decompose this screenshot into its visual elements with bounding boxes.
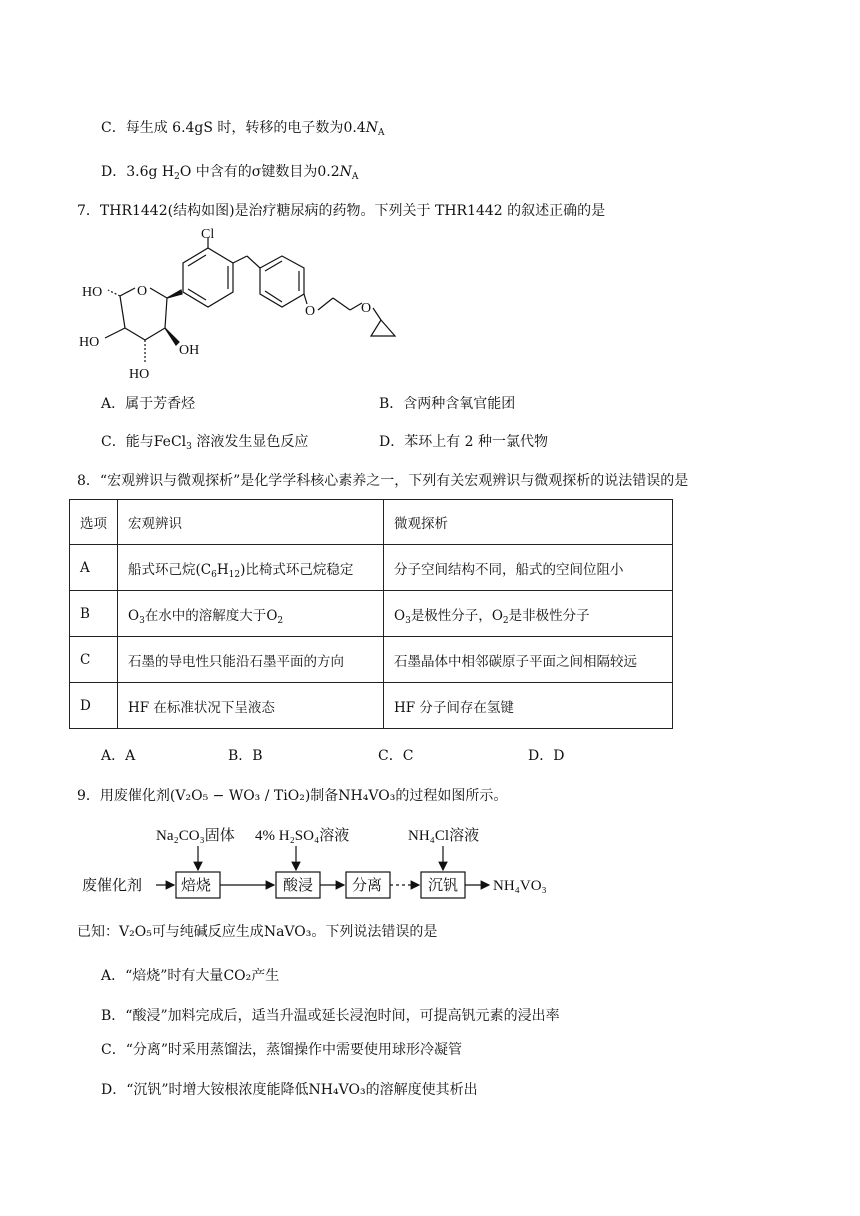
flow-step-roast: 焙烧	[181, 878, 212, 894]
q9-option-a: A．“焙烧”时有大量CO₂产生	[101, 968, 280, 984]
row-macro: HF 在标准状况下呈液态	[118, 683, 384, 729]
flow-start: 废催化剂	[82, 878, 143, 894]
q7-option-d: D．苯环上有 2 种一氯代物	[379, 434, 549, 450]
row-macro: $O_3$在水中的溶解度大于$O_2$	[118, 591, 384, 637]
q9-known: 已知：V₂O₅可与纯碱反应生成NaVO₃。下列说法错误的是	[77, 924, 438, 940]
q7-option-b: B．含两种含氧官能团	[379, 396, 516, 412]
hydroxyl-label-left: HO	[79, 335, 100, 350]
flow-reagent-3: NH₄Cl溶液	[408, 828, 480, 844]
flow-reagent-2: 4% H₂SO₄溶液	[255, 828, 350, 844]
q6-option-d: D．3.6g $H_2O$ 中含有的σ键数目为$0.2N_A$	[101, 164, 359, 182]
row-micro: 分子空间结构不同，船式的空间位阻小	[384, 545, 673, 591]
flow-reagent-1: Na₂CO₃固体	[156, 828, 235, 844]
q8-option-a: A．A	[101, 748, 136, 764]
q7-structure-diagram	[75, 228, 415, 388]
flow-step-precipitate: 沉钒	[428, 878, 459, 894]
q9-option-d: D．“沉钒”时增大铵根浓度能降低NH₄VO₃的溶解度使其析出	[101, 1082, 478, 1098]
flow-step-acid-leach: 酸浸	[283, 878, 314, 894]
flow-product: NH₄VO₃	[493, 878, 547, 894]
table-row	[70, 683, 673, 729]
row-micro: HF 分子间存在氢键	[384, 683, 673, 729]
q7-stem: 7．THR1442(结构如图)是治疗糖尿病的药物。下列关于 THR1442 的叙述正确的是	[77, 203, 606, 219]
row-micro: $O_3$是极性分子，$O_2$是非极性分子	[384, 591, 673, 637]
flow-step-separate: 分离	[352, 878, 383, 894]
q9-option-b: B．“酸浸”加料完成后，适当升温或延长浸泡时间，可提高钒元素的浸出率	[101, 1008, 560, 1024]
table-header-row	[70, 500, 673, 545]
row-macro: 石墨的导电性只能沿石墨平面的方向	[118, 637, 384, 683]
q7-option-a: A．属于芳香烃	[101, 396, 196, 412]
q6-option-c: C．每生成 6.4gS 时，转移的电子数为$0.4N_A$	[101, 120, 385, 138]
q8-option-c: C．C	[378, 748, 414, 764]
q8-option-d: D．D	[528, 748, 565, 764]
q9-flow-diagram	[78, 820, 578, 905]
q8-stem: 8．“宏观辨识与微观探析”是化学学科核心素养之一，下列有关宏观辨识与微观探析的说法错误的是	[77, 473, 689, 489]
header-option: 选项	[70, 500, 118, 545]
header-micro: 微观探析	[384, 500, 673, 545]
q8-option-b: B．B	[228, 748, 263, 764]
header-macro: 宏观辨识	[118, 500, 384, 545]
ring-oxygen-label: O	[137, 284, 148, 299]
hydroxyl-label-bottom: HO	[129, 367, 150, 382]
row-macro: 船式环己烷$(C_6H_{12})$比椅式环己烷稳定	[118, 545, 384, 591]
row-key: B	[70, 591, 118, 637]
row-key: D	[70, 683, 118, 729]
row-micro: 石墨晶体中相邻碳原子平面之间相隔较远	[384, 637, 673, 683]
ether-oxygen-label-1: O	[305, 304, 316, 319]
q7-option-c: C．能与FeCl$_3$ 溶液发生显色反应	[101, 434, 309, 452]
hydroxyl-label-right: OH	[179, 343, 200, 358]
ether-oxygen-label-2: O	[361, 301, 372, 316]
table-row	[70, 545, 673, 591]
q8-table	[69, 499, 673, 729]
table-row	[70, 591, 673, 637]
hydroxyl-label-top: HO	[82, 285, 103, 300]
row-key: A	[70, 545, 118, 591]
chlorine-label: Cl	[201, 228, 215, 242]
table-row	[70, 637, 673, 683]
q9-stem: 9．用废催化剂(V₂O₅ − WO₃ / TiO₂)制备NH₄VO₃的过程如图所示。	[77, 788, 508, 804]
row-key: C	[70, 637, 118, 683]
q9-option-c: C．“分离”时采用蒸馏法，蒸馏操作中需要使用球形冷凝管	[101, 1042, 463, 1058]
